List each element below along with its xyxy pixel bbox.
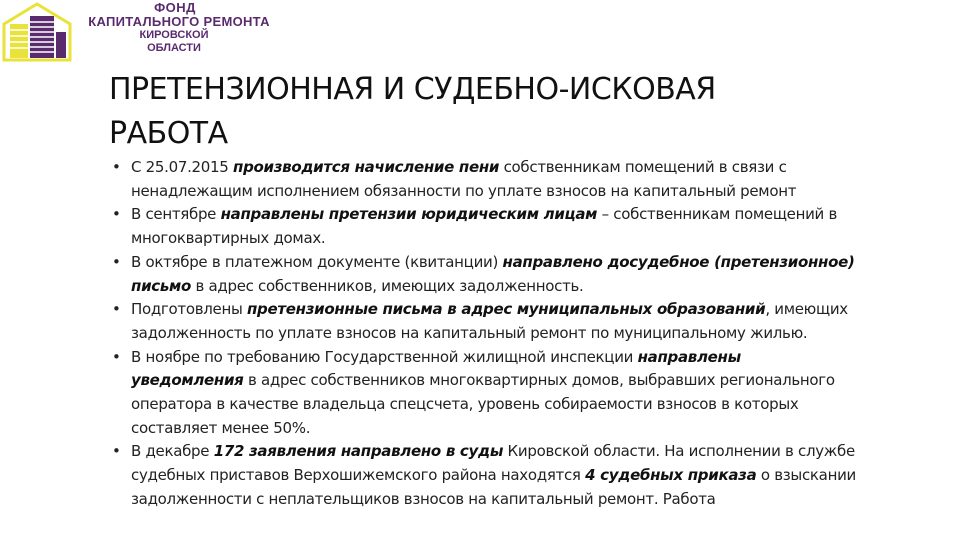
- logo-subtitle-line2: ОБЛАСТИ: [147, 42, 201, 54]
- bullet-emphasis: направлены уведомления: [131, 347, 741, 390]
- bullet-item: [112, 346, 857, 441]
- slide-title: ПРЕТЕНЗИОННАЯ И СУДЕБНО-ИСКОВАЯ РАБОТА: [109, 72, 716, 151]
- bullet-text: в адрес собственников, имеющих задолженность.: [191, 276, 584, 295]
- bullet-text: В октябре в платежном документе (квитанции): [131, 252, 503, 271]
- bullet-text: в адрес собственников многоквартирных домов, выбравших регионального оператора в качестве владельца спецсчета, уровень собираемости взносов в которых составляет менее 50%.: [131, 371, 835, 437]
- bullet-list: [112, 156, 857, 512]
- bullet-text: , имеющих задолженность по уплате взносов на капитальный ремонт по муниципальному жилью.: [131, 300, 848, 342]
- bullet-item: [112, 440, 857, 511]
- bullet-text: – собственникам помещений в многоквартирных домах.: [131, 205, 838, 248]
- bullet-item: [112, 251, 857, 298]
- bullet-emphasis: направлено досудебное (претензионное) письмо: [131, 252, 855, 295]
- logo-title-line2: КАПИТАЛЬНОГО РЕМОНТА: [88, 14, 270, 29]
- bullet-item: [112, 298, 857, 345]
- building-logo-icon: [2, 2, 72, 62]
- bullet-text: В декабре: [131, 442, 214, 461]
- bullet-text: Кировской области. На исполнении в службе судебных приставов Верхошижемского района находятся: [131, 442, 855, 485]
- logo-subtitle-line1: КИРОВСКОЙ: [139, 29, 209, 41]
- bullet-emphasis: 172 заявления направлено в суды: [213, 442, 504, 461]
- bullet-text: В ноябре по требованию Государственной жилищной инспекции: [131, 347, 638, 366]
- bullet-emphasis: претензионные письма в адрес муниципальных образований: [246, 300, 766, 319]
- logo-building-left: [10, 24, 28, 58]
- bullet-text: собственникам помещений в связи с ненадлежащим исполнением обязанности по уплате взносов на капитальный ремонт: [131, 158, 797, 200]
- bullet-text: С 25.07.2015: [131, 158, 233, 176]
- bullet-item: [112, 156, 857, 203]
- bullet-text: о взыскании задолженности с неплательщиков взносов на капитальный ремонт. Работа: [131, 466, 856, 508]
- logo-building-small: [56, 32, 66, 58]
- bullet-text: Подготовлены: [131, 300, 247, 319]
- logo-title-line1: ФОНД: [154, 0, 196, 15]
- bullet-emphasis: производится начисление пени: [233, 158, 500, 176]
- bullet-emphasis: 4 судебных приказа: [585, 466, 757, 485]
- bullet-item: [112, 203, 857, 250]
- organization-logo: [0, 0, 290, 62]
- bullet-text: В сентябре: [131, 205, 221, 224]
- bullet-emphasis: направлены претензии юридическим лицам: [220, 205, 598, 224]
